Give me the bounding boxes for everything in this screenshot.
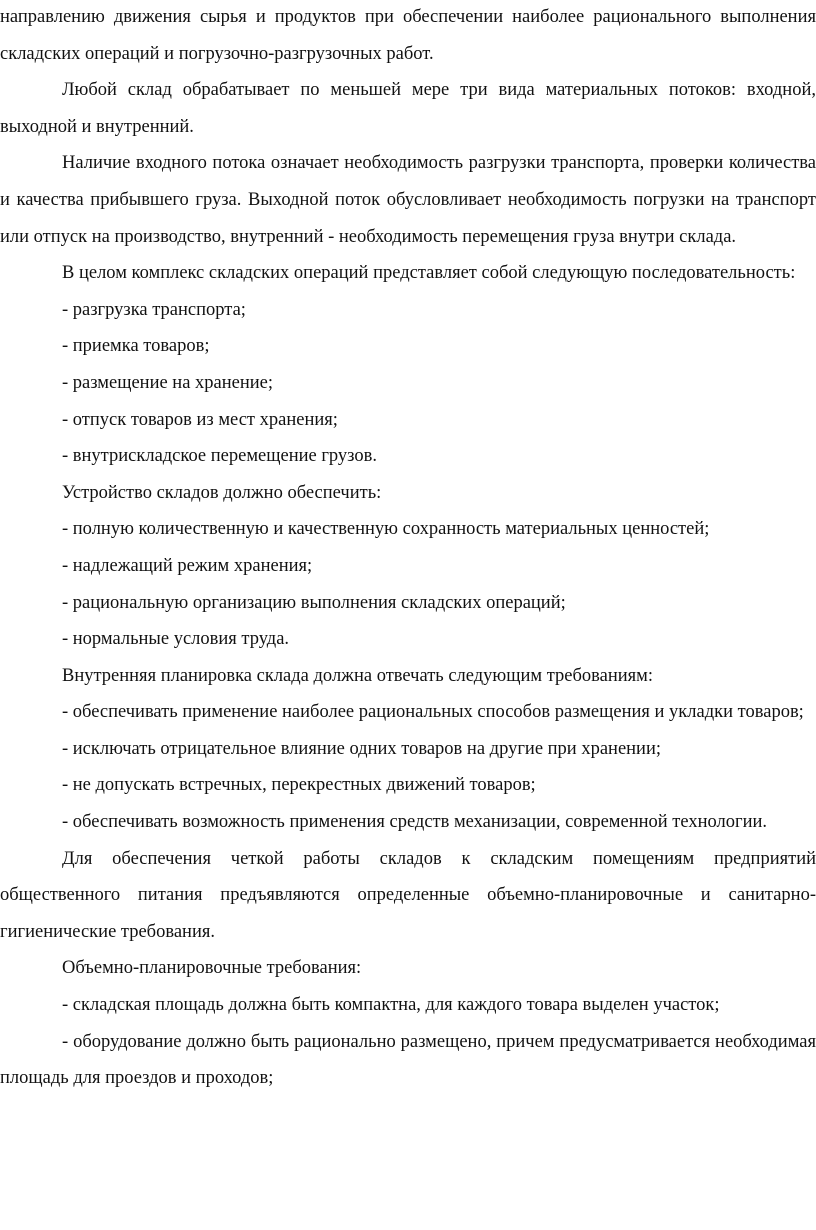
paragraph-material-flows: Любой склад обрабатывает по меньшей мере три вида материальных потоков: входной, выходной и внутренний. [0,80,816,137]
list-item: - размещение на хранение; [62,372,274,393]
paragraph-requirements-overview: Для обеспечения четкой работы складов к складским помещениям предприятий общественного питания предъявляются определенные объемно-планировочные и санитарно-гигиенические требования. [0,848,816,942]
list-item: - исключать отрицательное влияние одних товаров на другие при хранении; [62,738,661,759]
list-item: - обеспечивать возможность применения средств механизации, современной технологии. [62,812,767,833]
paragraph-layout-requirements-intro: Внутренняя планировка склада должна отвечать следующим требованиям: [62,665,654,686]
list-item: - не допускать встречных, перекрестных движений товаров; [62,775,536,796]
list-item: - внутрискладское перемещение грузов. [62,446,377,467]
list-item: - отпуск товаров из мест хранения; [62,409,338,430]
paragraph-continuation: направлению движения сырья и продуктов при обеспечении наиболее рационального выполнения складских операций и погрузочно-разгрузочных работ. [0,7,816,64]
list-item: - складская площадь должна быть компактна, для каждого товара выделен участок; [62,995,720,1016]
list-item: - обеспечивать применение наиболее рациональных способов размещения и укладки товаров; [62,702,804,723]
list-item: - полную количественную и качественную сохранность материальных ценностей; [62,519,710,540]
list-item: - нормальные условия труда. [62,629,290,650]
list-item: - разгрузка транспорта; [62,299,246,320]
paragraph-flow-description: Наличие входного потока означает необходимость разгрузки транспорта, проверки количества и качества прибывшего груза. Выходной поток обусловливает необходимость погрузки на транспорт или отпуск на производство, внутренний - необходимость перемещения груза внутри склада. [0,153,816,247]
list-item: - рациональную организацию выполнения складских операций; [62,592,566,613]
list-item: - надлежащий режим хранения; [62,555,313,576]
paragraph-warehouse-design-intro: Устройство складов должно обеспечить: [62,482,382,503]
paragraph-volume-planning-heading: Объемно-планировочные требования: [62,958,362,979]
list-item: - оборудование должно быть рационально размещено, причем предусматривается необходимая площадь для проездов и проходов; [0,1031,816,1089]
paragraph-operations-intro: В целом комплекс складских операций представляет собой следующую последовательность: [62,263,796,284]
list-item: - приемка товаров; [62,336,210,357]
